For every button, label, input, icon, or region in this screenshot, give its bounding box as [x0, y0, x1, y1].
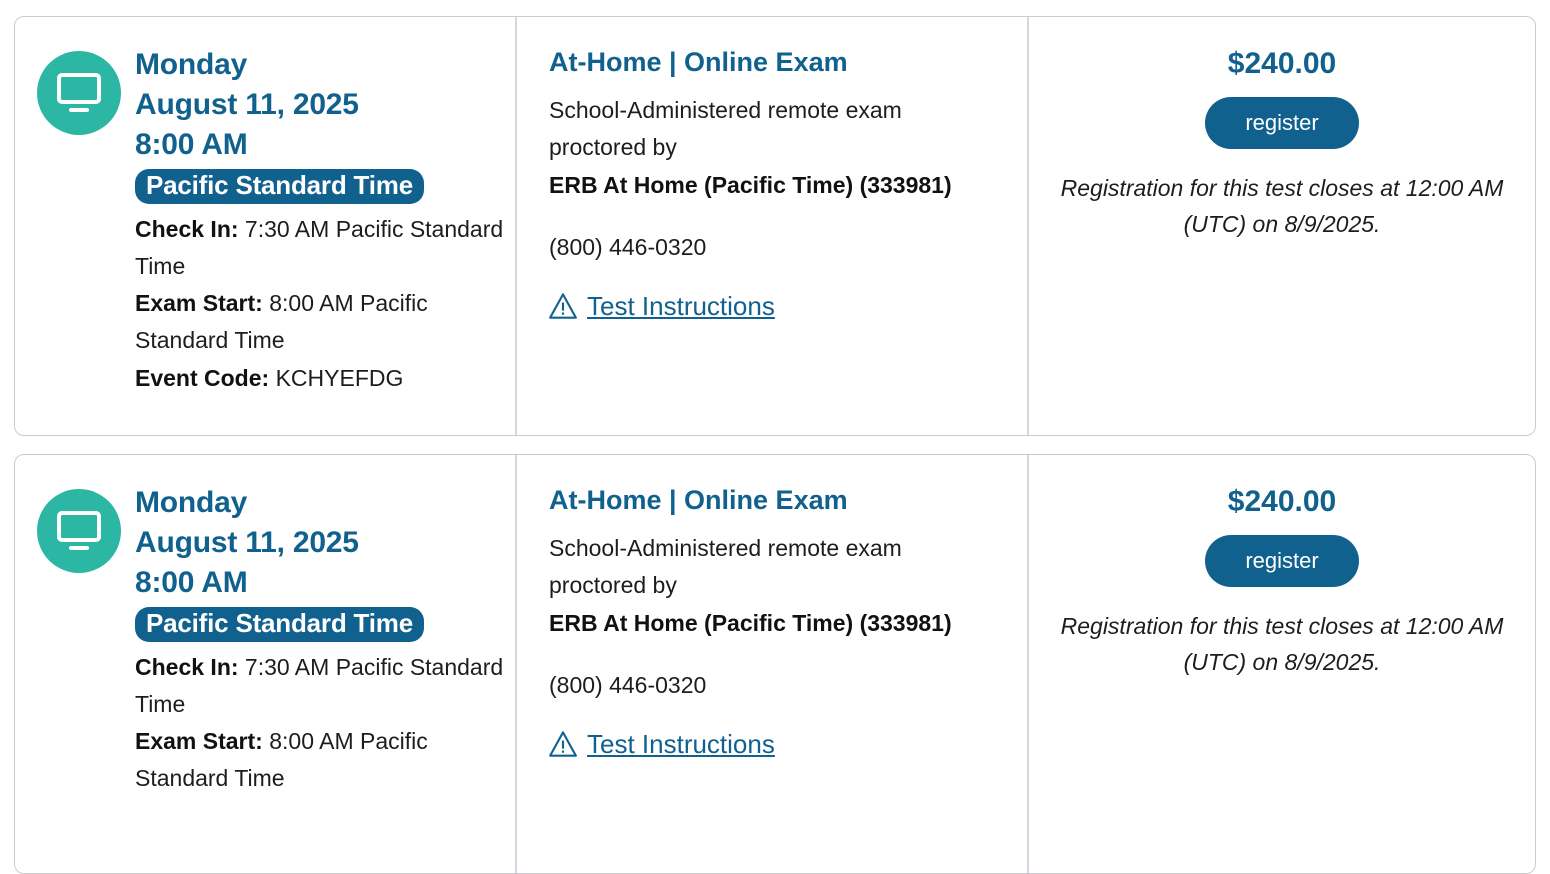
check-in-label: Check In: [135, 653, 239, 680]
exam-details [135, 211, 505, 397]
exam-price-column [1027, 17, 1535, 435]
test-instructions-link[interactable]: Test Instructions [587, 290, 775, 321]
exam-schedule-column [15, 17, 515, 435]
warning-triangle-icon [549, 731, 577, 757]
exam-time: 8:00 AM [135, 127, 248, 161]
exam-date: August 11, 2025 [135, 525, 359, 559]
exam-start-value: 8:00 AM Pacific Standard Time [135, 290, 428, 354]
exam-details [135, 649, 505, 798]
exam-schedule-column [15, 455, 515, 873]
register-button[interactable]: register [1205, 535, 1358, 587]
event-code-label: Event Code: [135, 364, 270, 391]
test-instructions-link[interactable]: Test Instructions [587, 728, 775, 759]
monitor-icon [37, 45, 129, 415]
event-code-value: KCHYEFDG [275, 364, 404, 391]
exam-day: Monday [135, 486, 248, 519]
exam-type-title: At-Home | Online Exam [549, 485, 848, 515]
exam-start-label: Exam Start: [135, 290, 263, 317]
exam-description: School-Administered remote exam proctored by [549, 535, 902, 599]
registration-closing-note: Registration for this test closes at 12:00 AM (UTC) on 8/9/2025. [1060, 613, 1504, 675]
timezone-badge: Pacific Standard Time [135, 169, 424, 205]
check-in-value: 7:30 AM Pacific Standard Time [135, 653, 504, 717]
exam-day: Monday [135, 48, 248, 81]
exam-description: School-Administered remote exam proctored by [549, 97, 902, 161]
exam-datetime [135, 45, 505, 205]
exam-price-column [1027, 455, 1535, 873]
exam-type-title: At-Home | Online Exam [549, 47, 848, 77]
exam-card [14, 16, 1536, 436]
exam-price: $240.00 [1227, 485, 1337, 518]
test-instructions[interactable] [549, 729, 1001, 760]
exam-time: 8:00 AM [135, 565, 248, 599]
check-in-value: 7:30 AM Pacific Standard Time [135, 215, 504, 279]
exam-date: August 11, 2025 [135, 87, 359, 121]
exam-price: $240.00 [1227, 47, 1337, 80]
exam-datetime [135, 483, 505, 643]
registration-closing-note: Registration for this test closes at 12:00 AM (UTC) on 8/9/2025. [1060, 175, 1504, 237]
exam-card [14, 454, 1536, 874]
exam-type-column [515, 455, 1027, 873]
exam-start-label: Exam Start: [135, 728, 263, 755]
timezone-badge: Pacific Standard Time [135, 607, 424, 643]
exam-phone: (800) 446-0320 [549, 233, 707, 260]
test-instructions[interactable] [549, 291, 1001, 322]
monitor-icon [37, 483, 129, 853]
exam-type-column [515, 17, 1027, 435]
exam-proctor: ERB At Home (Pacific Time) (333981) [549, 609, 952, 636]
register-button[interactable]: register [1205, 97, 1358, 149]
warning-triangle-icon [549, 293, 577, 319]
exam-phone: (800) 446-0320 [549, 671, 707, 698]
check-in-label: Check In: [135, 215, 239, 242]
exam-start-value: 8:00 AM Pacific Standard Time [135, 728, 428, 792]
exam-proctor: ERB At Home (Pacific Time) (333981) [549, 171, 952, 198]
